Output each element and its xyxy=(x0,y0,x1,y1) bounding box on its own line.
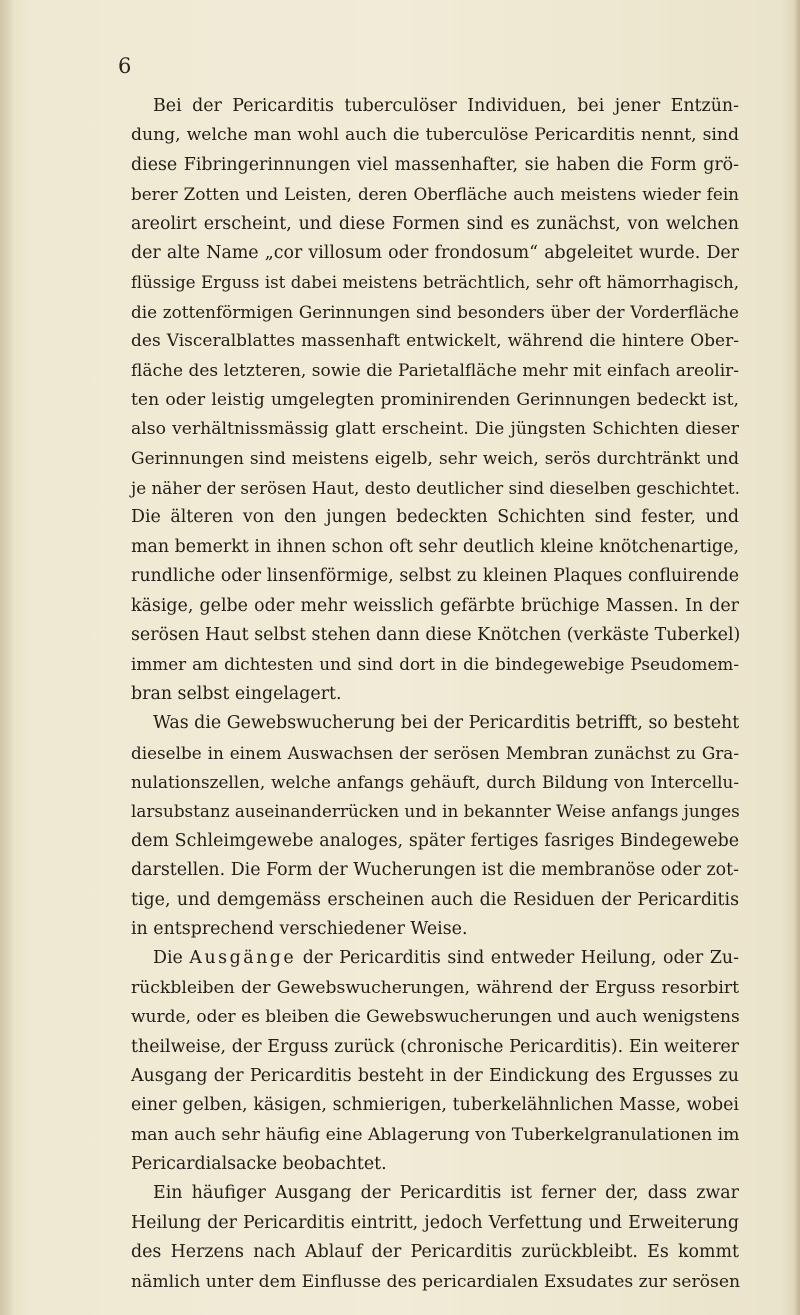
text-line: Bei der Pericarditis tuberculöser Individuen, bei jener Entzün- xyxy=(153,96,739,116)
spine-shadow xyxy=(0,0,14,1315)
page-edge xyxy=(794,0,800,1315)
text-line: käsige, gelbe oder mehr weisslich gefärbte brüchige Massen. In der xyxy=(131,595,739,616)
text-line: Die älteren von den jungen bedeckten Schichten sind fester, und xyxy=(131,507,739,528)
text-line: Ausgang der Pericarditis besteht in der Eindickung des Ergusses zu xyxy=(131,1065,739,1086)
text-line: Ein häufiger Ausgang der Pericarditis ist ferner der, dass zwar xyxy=(153,1183,739,1204)
text-line: dem Schleimgewebe analoges, später fertiges fasriges Bindegewebe xyxy=(131,830,739,851)
text-line: bran selbst eingelagert. xyxy=(131,683,342,704)
lead-word: Die xyxy=(153,948,183,969)
text-line: diese Fibringerinnungen viel massenhafter, sie haben die Form grö- xyxy=(131,154,739,175)
text-line: tige, und demgemäss erscheinen auch die Residuen der Pericarditis xyxy=(131,889,739,910)
text-line: in entsprechend verschiedener Weise. xyxy=(131,918,468,939)
text-line: des Herzens nach Ablauf der Pericarditis zurückbleibt. Es kommt xyxy=(131,1242,739,1263)
text-line: des Visceralblattes massenhaft entwickelt, während die hintere Ober- xyxy=(131,331,739,352)
text-line: rückbleiben der Gewebswucherungen, während der Erguss resorbirt xyxy=(131,977,739,998)
text-line: rundliche oder linsenförmige, selbst zu kleinen Plaques confluirende xyxy=(131,566,739,587)
text-line: berer Zotten und Leisten, deren Oberfläche auch meistens wieder fein xyxy=(131,184,739,205)
text-line: nämlich unter dem Einflusse des pericardialen Exsudates zur serösen xyxy=(131,1271,741,1292)
line-rest: der Pericarditis sind entweder Heilung, oder Zu- xyxy=(302,948,739,969)
text-line: immer am dichtesten und sind dort in die bindegewebige Pseudomem- xyxy=(131,654,739,675)
text-line xyxy=(131,944,739,973)
text-line: der alte Name „cor villosum oder frondosum“ abgeleitet wurde. Der xyxy=(131,242,739,263)
text-line: dieselbe in einem Auswachsen der serösen Membran zunächst zu Gra- xyxy=(131,742,739,763)
text-line: Pericardialsacke beobachtet. xyxy=(131,1154,387,1175)
text-line: Heilung der Pericarditis eintritt, jedoch Verfettung und Erweiterung xyxy=(131,1212,739,1233)
text-line: je näher der serösen Haut, desto deutlicher sind dieselben geschichtet. xyxy=(131,478,740,499)
text-line: larsubstanz auseinanderrücken und in bekannter Weise anfangs junges xyxy=(131,801,740,822)
text-line: flüssige Erguss ist dabei meistens beträchtlich, sehr oft hämorrhagisch, xyxy=(131,273,739,293)
spaced-emphasis: Ausgänge xyxy=(189,948,297,969)
page-number: 6 xyxy=(118,54,132,78)
text-line: ten oder leistig umgelegten prominirenden Gerinnungen bedeckt ist, xyxy=(131,389,739,410)
text-line: Gerinnungen sind meistens eigelb, sehr weich, serös durchtränkt und xyxy=(131,448,739,469)
text-line: dung, welche man wohl auch die tuberculöse Pericarditis nennt, sind xyxy=(131,125,739,146)
body-text xyxy=(131,92,739,1297)
text-line: also verhältnissmässig glatt erscheint. Die jüngsten Schichten dieser xyxy=(131,419,739,440)
text-line: serösen Haut selbst stehen dann diese Knötchen (verkäste Tuberkel) xyxy=(131,625,741,646)
text-line: man auch sehr häufig eine Ablagerung von Tuberkelgranulationen im xyxy=(131,1124,740,1145)
text-line: die zottenförmigen Gerinnungen sind besonders über der Vorderfläche xyxy=(131,301,739,322)
text-line: areolirt erscheint, und diese Formen sind es zunächst, von welchen xyxy=(131,213,739,234)
text-line: fläche des letzteren, sowie die Parietalfläche mehr mit einfach areolir- xyxy=(131,360,739,381)
text-line: man bemerkt in ihnen schon oft sehr deutlich kleine knötchenartige, xyxy=(131,536,739,557)
text-line: nulationszellen, welche anfangs gehäuft, durch Bildung von Intercellu- xyxy=(131,771,739,792)
text-line: Was die Gewebswucherung bei der Pericarditis betrifft, so besteht xyxy=(153,713,740,734)
text-line: einer gelben, käsigen, schmierigen, tuberkelähnlichen Masse, wobei xyxy=(131,1095,739,1116)
text-line: darstellen. Die Form der Wucherungen ist die membranöse oder zot- xyxy=(131,860,739,881)
text-line: theilweise, der Erguss zurück (chronische Pericarditis). Ein weiterer xyxy=(131,1036,739,1057)
text-line: wurde, oder es bleiben die Gewebswucherungen und auch wenigstens xyxy=(131,1007,740,1028)
